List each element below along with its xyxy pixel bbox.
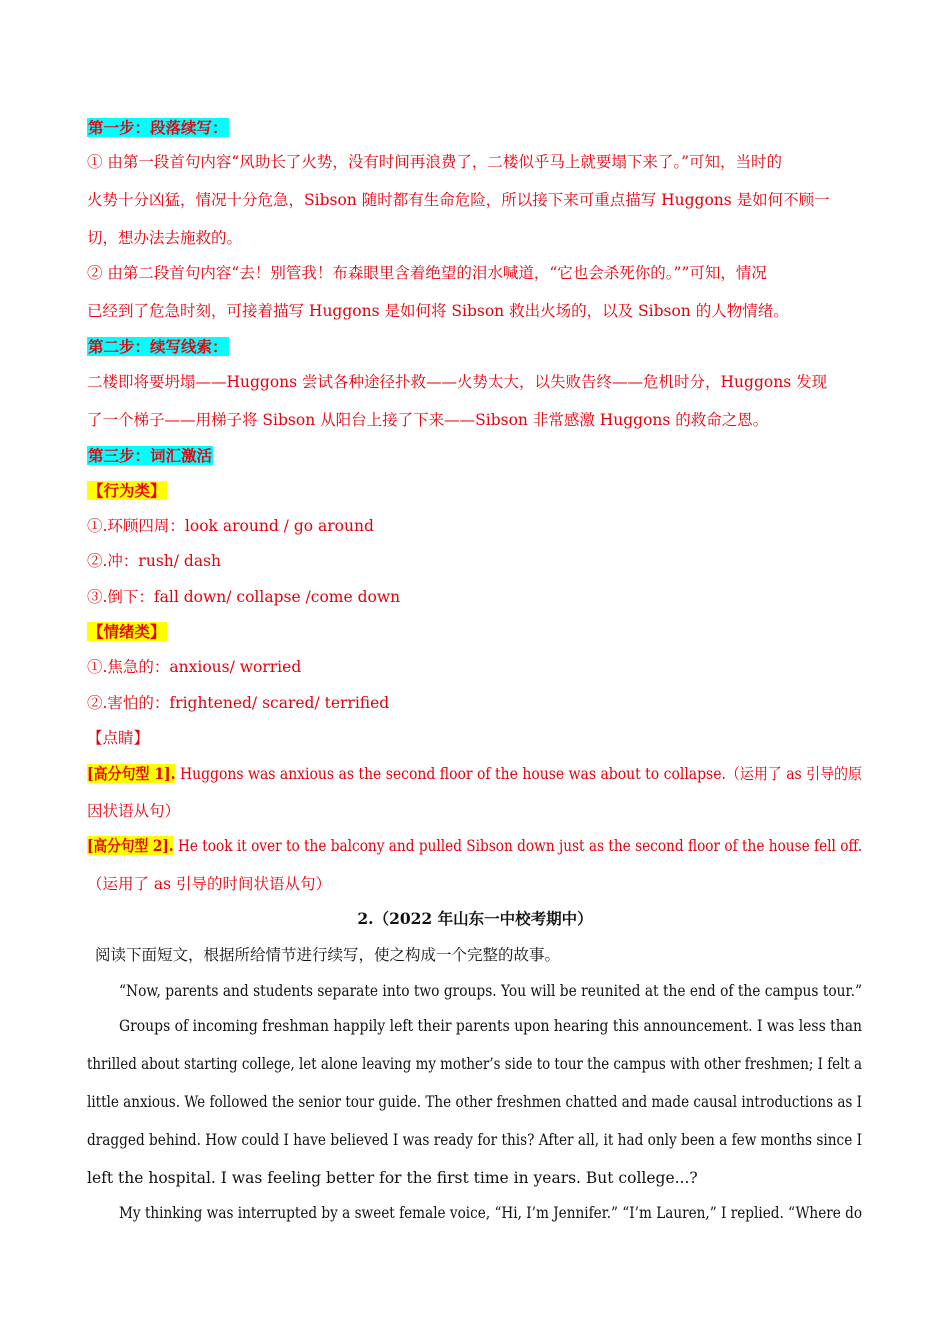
story-para1: “Now, parents and students separate into two groups. You will be reunited at the end of the campus tour.” <box>119 982 862 1000</box>
step2-line1: 二楼即将要坍塌——Huggons 尝试各种途径扑救——火势太大，以失败告终——危机时分，Huggons 发现 <box>87 373 828 391</box>
story-para2-line4: dragged behind. How could I have believed I was ready for this? After all, it had only been a few months since I <box>87 1131 863 1149</box>
pattern1-line <box>87 764 862 784</box>
pattern2-text: He took it over to the balcony and pulled Sibson down just as the second floor of the house fell off. <box>173 837 863 855</box>
story-para2-line5: left the hospital. I was feeling better for the first time in years. But college...? <box>87 1169 698 1187</box>
step3-heading: 第三步：词汇激活 <box>88 446 213 465</box>
behavior-item-1: ①.环顾四周：look around / go around <box>87 517 374 535</box>
step1-p1-line3: 切，想办法去施救的。 <box>87 229 243 247</box>
story-para2-line1: Groups of incoming freshman happily left their parents upon hearing this announcement. I was less than <box>119 1017 863 1035</box>
step1-p2-line1: ② 由第二段首句内容“去！别管我！布森眼里含着绝望的泪水喊道，“它也会杀死你的。””可知，情况 <box>87 264 767 282</box>
pattern2-tag: [高分句型 2]. <box>87 836 174 855</box>
pattern1-tag: [高分句型 1]. <box>87 764 176 783</box>
behavior-label-line <box>87 481 167 501</box>
emotion-item-1: ①.焦急的：anxious/ worried <box>87 658 302 676</box>
emotion-label: 【情绪类】 <box>88 622 166 641</box>
behavior-item-2: ②.冲：rush/ dash <box>87 552 222 570</box>
step3-heading-line <box>87 446 213 466</box>
pattern1-cont: 因状语从句） <box>87 802 181 820</box>
step1-heading-line <box>87 118 229 138</box>
behavior-label: 【行为类】 <box>88 481 166 500</box>
story-para2-line3: little anxious. We followed the senior tour guide. The other freshmen chatted and made causal introductions as I <box>87 1093 862 1111</box>
step1-heading: 第一步：段落续写： <box>88 118 228 137</box>
story-para2-line2: thrilled about starting college, let alone leaving my mother’s side to tour the campus with other freshmen; I felt a <box>87 1055 863 1073</box>
highlight-label: 【点睛】 <box>87 729 150 747</box>
question-instruction: 阅读下面短文，根据所给情节进行续写，使之构成一个完整的故事。 <box>95 946 561 964</box>
emotion-label-line <box>87 622 167 642</box>
step2-line2: 了一个梯子——用梯子将 Sibson 从阳台上接了下来——Sibson 非常感激 Huggons 的救命之恩。 <box>87 411 769 429</box>
pattern1-text: Huggons was anxious as the second floor of the house was about to collapse.（运用了 as 引导的原 <box>175 765 862 783</box>
step1-p2-line2: 已经到了危急时刻，可接着描写 Huggons 是如何将 Sibson 救出火场的，以及 Sibson 的人物情绪。 <box>87 302 789 320</box>
step2-heading: 第二步：续写线索： <box>88 337 228 356</box>
question-title: 2.（2022 年山东一中校考期中） <box>357 909 593 928</box>
emotion-item-2: ②.害怕的：frightened/ scared/ terrified <box>87 694 390 712</box>
step1-p1-line2: 火势十分凶猛，情况十分危急，Sibson 随时都有生命危险，所以接下来可重点描写 Huggons 是如何不顾一 <box>87 191 830 209</box>
pattern2-cont: （运用了 as 引导的时间状语从句） <box>87 875 332 893</box>
step2-heading-line <box>87 337 229 357</box>
behavior-item-3: ③.倒下：fall down/ collapse /come down <box>87 588 401 606</box>
pattern2-line <box>87 836 862 856</box>
step1-p1-line1: ① 由第一段首句内容“风助长了火势，没有时间再浪费了，二楼似乎马上就要塌下来了。”可知，当时的 <box>87 153 783 171</box>
story-para3-line1: My thinking was interrupted by a sweet female voice, “Hi, I’m Jennifer.” “I’m Lauren,” I replied. “Where do <box>119 1204 863 1222</box>
